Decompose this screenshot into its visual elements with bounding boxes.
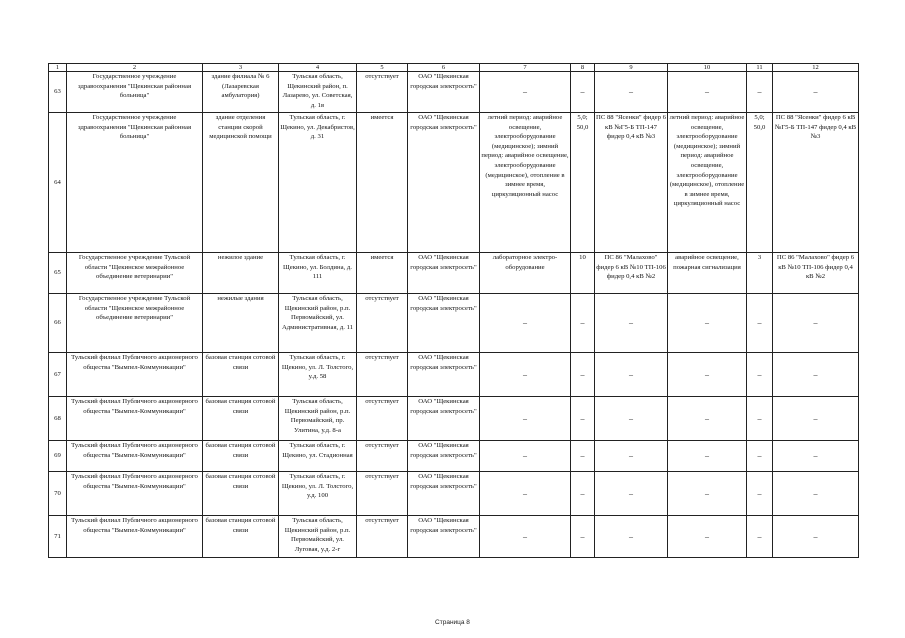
- column-number: 12: [773, 64, 859, 72]
- table-body: [49, 64, 859, 558]
- column-number: 8: [571, 64, 595, 72]
- table-cell: ОАО "Щекинская городская электросеть": [408, 472, 480, 516]
- table-cell: Тульский филиал Публичного акционерного общества "Вымпел-Коммуникации": [67, 397, 203, 441]
- table-cell: –: [571, 72, 595, 113]
- table-cell: 3: [747, 253, 773, 294]
- table-cell: –: [595, 294, 668, 353]
- table-cell: ОАО "Щекинская городская электросеть": [408, 353, 480, 397]
- table-cell: ОАО "Щекинская городская электросеть": [408, 441, 480, 472]
- table-cell: –: [747, 294, 773, 353]
- table-cell: –: [773, 72, 859, 113]
- table-cell: –: [480, 294, 571, 353]
- table-cell: –: [773, 353, 859, 397]
- table-cell: –: [480, 72, 571, 113]
- table-row: [49, 353, 859, 397]
- table-cell: –: [773, 472, 859, 516]
- table-cell: –: [747, 72, 773, 113]
- table-cell: ОАО "Щекинская городская электросеть": [408, 113, 480, 253]
- row-number-cell: 65: [49, 253, 67, 294]
- row-number-cell: 68: [49, 397, 67, 441]
- table-cell: ПС 88 "Ясенки" фидер 6 кВ №Г5-Б ТП-147 фидер 0,4 кВ №3: [773, 113, 859, 253]
- table-cell: Тульская область, г. Щекино, ул. Болдина, д. 111: [279, 253, 357, 294]
- table-cell: базовая станция сотовой связи: [203, 472, 279, 516]
- table-cell: ОАО "Щекинская городская электросеть": [408, 294, 480, 353]
- table-cell: Государственное учреждение здравоохранения "Щекинская районная больница": [67, 72, 203, 113]
- table-cell: –: [595, 397, 668, 441]
- table-cell: –: [595, 353, 668, 397]
- table-row: [49, 472, 859, 516]
- table-cell: Тульская область, г. Щекино, ул. Стадионная: [279, 441, 357, 472]
- table-cell: отсутствует: [357, 353, 408, 397]
- column-number: 4: [279, 64, 357, 72]
- table-cell: –: [595, 472, 668, 516]
- table-row: [49, 72, 859, 113]
- table-cell: –: [747, 516, 773, 558]
- table-cell: Тульская область, Щекинский район, р.п. Первомайский, ул. Луговая, у.д. 2-г: [279, 516, 357, 558]
- table-cell: отсутствует: [357, 472, 408, 516]
- table-row: [49, 397, 859, 441]
- table-cell: здание отделения станции скорой медицинской помощи: [203, 113, 279, 253]
- table-row: [49, 113, 859, 253]
- table-row: [49, 294, 859, 353]
- table-cell: 5,0; 50,0: [747, 113, 773, 253]
- column-number: 11: [747, 64, 773, 72]
- table-cell: –: [668, 516, 747, 558]
- table-cell: –: [668, 472, 747, 516]
- column-number-row: [49, 64, 859, 72]
- table-cell: –: [571, 294, 595, 353]
- table-cell: 10: [571, 253, 595, 294]
- table-cell: Тульская область, г. Щекино, ул. Л. Толстого, у.д. 100: [279, 472, 357, 516]
- table-cell: базовая станция сотовой связи: [203, 353, 279, 397]
- table-cell: летний период: аварийное освещение, электрооборудование (медицинское); зимний период: аварийное освещение, электрооборудование (медицинское), отопление в зимнее время, циркуляционный насос: [480, 113, 571, 253]
- table-cell: –: [571, 353, 595, 397]
- table-cell: Тульская область, Щекинский район, р.п. Первомайский, ул. Административная, д. 11: [279, 294, 357, 353]
- table-cell: Тульская область, Щекинский район, п. Лазарево, ул. Советская, д. 1в: [279, 72, 357, 113]
- column-number: 1: [49, 64, 67, 72]
- column-number: 9: [595, 64, 668, 72]
- table-cell: лабораторное электро-оборудование: [480, 253, 571, 294]
- table-cell: отсутствует: [357, 397, 408, 441]
- table-cell: ОАО "Щекинская городская электросеть": [408, 253, 480, 294]
- table-cell: базовая станция сотовой связи: [203, 516, 279, 558]
- table-cell: отсутствует: [357, 516, 408, 558]
- table-cell: Тульский филиал Публичного акционерного общества "Вымпел-Коммуникации": [67, 516, 203, 558]
- table-cell: –: [595, 441, 668, 472]
- table-cell: –: [773, 516, 859, 558]
- row-number-cell: 70: [49, 472, 67, 516]
- column-number: 3: [203, 64, 279, 72]
- row-number-cell: 64: [49, 113, 67, 253]
- table-row: [49, 516, 859, 558]
- table-cell: ОАО "Щекинская городская электросеть": [408, 397, 480, 441]
- table-cell: Тульский филиал Публичного акционерного общества "Вымпел-Коммуникации": [67, 353, 203, 397]
- table-cell: ПС 86 "Малахово" фидер 6 кВ №10 ТП-106 фидер 0,4 кВ №2: [595, 253, 668, 294]
- table-cell: –: [480, 472, 571, 516]
- table-cell: –: [571, 397, 595, 441]
- table-cell: –: [571, 441, 595, 472]
- table-cell: имеется: [357, 113, 408, 253]
- table-cell: Тульская область, г. Щекино, ул. Л. Толстого, у.д. 58: [279, 353, 357, 397]
- table-row: [49, 253, 859, 294]
- table-cell: отсутствует: [357, 441, 408, 472]
- table-cell: базовая станция сотовой связи: [203, 397, 279, 441]
- table-cell: –: [668, 441, 747, 472]
- column-number: 2: [67, 64, 203, 72]
- column-number: 7: [480, 64, 571, 72]
- row-number-cell: 67: [49, 353, 67, 397]
- row-number-cell: 63: [49, 72, 67, 113]
- table-row: [49, 441, 859, 472]
- table-cell: –: [668, 294, 747, 353]
- table-cell: –: [480, 516, 571, 558]
- row-number-cell: 71: [49, 516, 67, 558]
- table-cell: –: [480, 441, 571, 472]
- table-cell: –: [480, 353, 571, 397]
- data-table: [48, 63, 859, 558]
- table-cell: аварийное освещение, пожарная сигнализация: [668, 253, 747, 294]
- column-number: 10: [668, 64, 747, 72]
- table-cell: –: [747, 441, 773, 472]
- row-number-cell: 69: [49, 441, 67, 472]
- table-cell: ОАО "Щекинская городская электросеть": [408, 516, 480, 558]
- table-cell: летний период: аварийное освещение, электрооборудование (медицинское); зимний период: аварийное освещение, электрооборудование (медицинское), отопление в зимнее время, циркуляционный насос: [668, 113, 747, 253]
- table-cell: 5,0; 50,0: [571, 113, 595, 253]
- table-cell: –: [571, 472, 595, 516]
- table-cell: имеется: [357, 253, 408, 294]
- row-number-cell: 66: [49, 294, 67, 353]
- table-cell: отсутствует: [357, 72, 408, 113]
- table-cell: нежилое здание: [203, 253, 279, 294]
- table-cell: Государственное учреждение Тульской области "Щекинское межрайонное объединение ветеринарии": [67, 294, 203, 353]
- table-cell: –: [571, 516, 595, 558]
- table-cell: базовая станция сотовой связи: [203, 441, 279, 472]
- table-cell: –: [773, 294, 859, 353]
- table-cell: Государственное учреждение Тульской области "Щекинское межрайонное объединение ветеринарии": [67, 253, 203, 294]
- table-cell: –: [480, 397, 571, 441]
- table-cell: Тульский филиал Публичного акционерного общества "Вымпел-Коммуникации": [67, 472, 203, 516]
- table-cell: –: [595, 516, 668, 558]
- table-cell: –: [747, 397, 773, 441]
- table-cell: –: [747, 472, 773, 516]
- table-cell: Государственное учреждение здравоохранения "Щекинская районная больница": [67, 113, 203, 253]
- table-cell: ПС 86 "Малахово" фидер 6 кВ №10 ТП-106 фидер 0,4 кВ №2: [773, 253, 859, 294]
- table-cell: ПС 88 "Ясенки" фидер 6 кВ №Г5-Б ТП-147 фидер 0,4 кВ №3: [595, 113, 668, 253]
- table-cell: Тульская область, Щекинский район, р.п. Первомайский, пр. Улитина, у.д. 8-а: [279, 397, 357, 441]
- table-cell: –: [668, 397, 747, 441]
- table-cell: Тульский филиал Публичного акционерного общества "Вымпел-Коммуникации": [67, 441, 203, 472]
- table-cell: –: [668, 72, 747, 113]
- table-cell: отсутствует: [357, 294, 408, 353]
- table-cell: –: [747, 353, 773, 397]
- table-cell: ОАО "Щекинская городская электросеть": [408, 72, 480, 113]
- table-cell: –: [595, 72, 668, 113]
- table-cell: нежилые здания: [203, 294, 279, 353]
- page-number: Страница 8: [435, 619, 470, 626]
- table-cell: –: [668, 353, 747, 397]
- table-cell: здание филиала № 6 (Лазаревская амбулатория): [203, 72, 279, 113]
- table-cell: Тульская область, г. Щекино, ул. Декабристов, д. 31: [279, 113, 357, 253]
- table-cell: –: [773, 397, 859, 441]
- column-number: 6: [408, 64, 480, 72]
- table-cell: –: [773, 441, 859, 472]
- column-number: 5: [357, 64, 408, 72]
